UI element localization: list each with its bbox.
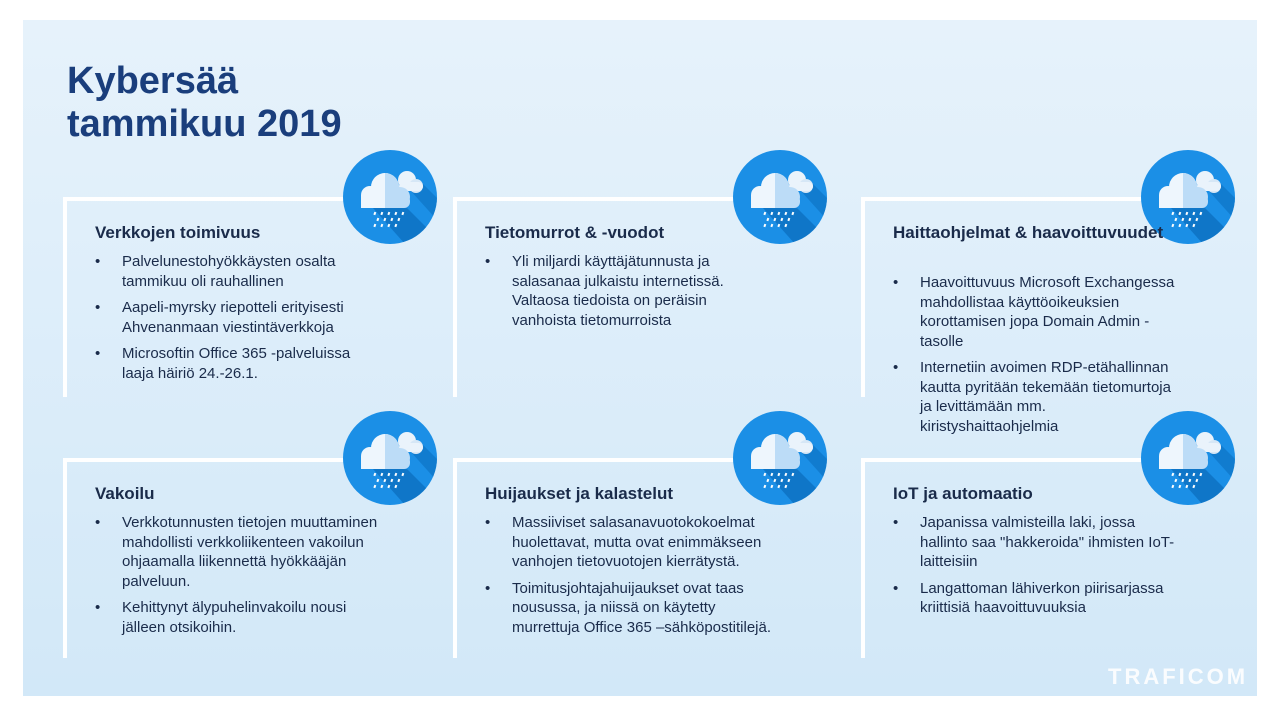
bullet-item: • Microsoftin Office 365 -palveluissa laaja häiriö 24.-26.1. (95, 344, 384, 383)
card-haittaohjelmat (861, 197, 1186, 435)
bullet-item: • Aapeli-myrsky riepotteli erityisesti Ahvenanmaan viestintäverkkoja (95, 298, 384, 337)
card-huijaukset (453, 458, 778, 658)
bullet-item: • Langattoman lähiverkon piirisarjassa kriittisiä haavoittuvuuksia (893, 579, 1182, 618)
bullet-item: • Massiiviset salasanavuotokokoelmat huolettavat, mutta ovat enimmäkseen vanhojen tietovuotojen kierrätystä. (485, 513, 774, 572)
title-line-1: Kybersää (67, 60, 239, 102)
bullet-list (95, 513, 384, 644)
bullet-list (485, 252, 774, 337)
page-title (67, 60, 342, 146)
bullet-item: • Internetiin avoimen RDP-etähallinnan kautta pyritään tekemään tietomurtoja ja levittämään mm. kiristyshaittaohjelmia (893, 358, 1182, 436)
card-title: Haittaohjelmat & haavoittuvuudet (893, 223, 1164, 242)
bullet-item: • Japanissa valmisteilla laki, jossa hallinto saa "hakkeroida" ihmisten IoT-laitteisiin (893, 513, 1182, 572)
card-title: Verkkojen toimivuus (95, 223, 261, 242)
bullet-list (485, 513, 774, 644)
bullet-item: • Kehittynyt älypuhelinvakoilu nousi jälleen otsikoihin. (95, 598, 384, 637)
traficom-logo: TRAFICOM (1108, 664, 1249, 689)
bullet-item: • Haavoittuvuus Microsoft Exchangessa mahdollistaa käyttöoikeuksien korottamisen jopa Domain Admin -tasolle (893, 273, 1182, 351)
bullet-list (893, 273, 1182, 443)
title-line-2: tammikuu 2019 (67, 103, 342, 145)
card-verkkojen-toimivuus (63, 197, 388, 397)
card-title: IoT ja automaatio (893, 484, 1033, 503)
bullet-list (95, 252, 384, 390)
bullet-item: • Palvelunestohyökkäysten osalta tammikuu oli rauhallinen (95, 252, 384, 291)
bullet-item: • Toimitusjohtajahuijaukset ovat taas nousussa, ja niissä on käytetty murrettuja Office 365 –sähköpostitilejä. (485, 579, 774, 638)
card-title: Tietomurrot & -vuodot (485, 223, 665, 242)
bullet-item: • Verkkotunnusten tietojen muuttaminen mahdollisti verkkoliikenteen vakoilun ohjaamalla liikennettä hyökkääjän palveluun. (95, 513, 384, 591)
bullet-item: • Yli miljardi käyttäjätunnusta ja salasanaa julkaistu internetissä. Valtaosa tiedoista on peräisin vanhoista tietomurroista (485, 252, 774, 330)
bullet-list (893, 513, 1182, 625)
card-tietomurrot (453, 197, 778, 397)
card-title: Vakoilu (95, 484, 155, 503)
card-iot (861, 458, 1186, 658)
card-title: Huijaukset ja kalastelut (485, 484, 674, 503)
card-vakoilu (63, 458, 388, 658)
